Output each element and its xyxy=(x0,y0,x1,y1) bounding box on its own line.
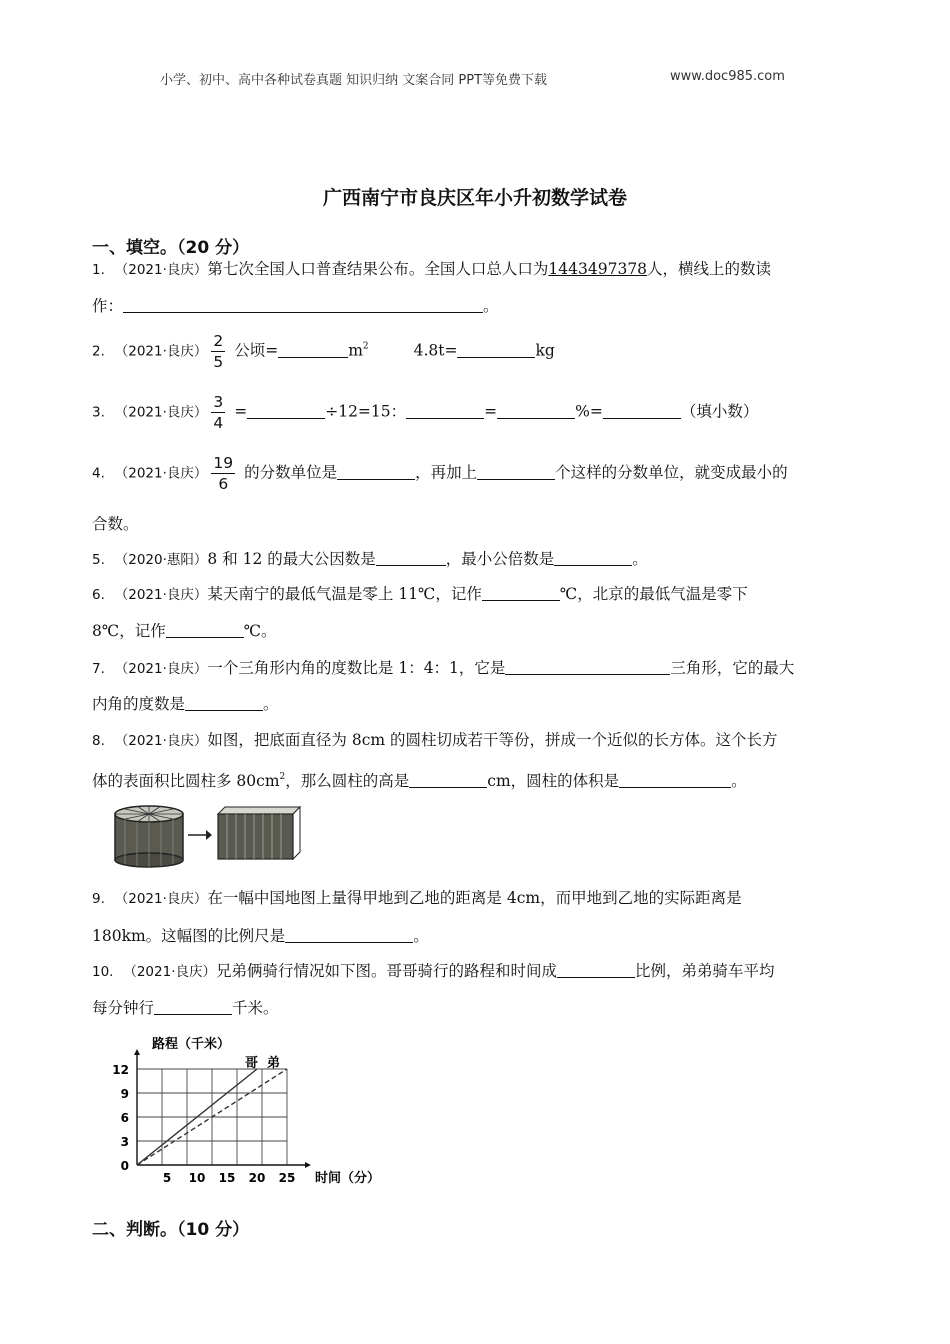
y-tick-label: 12 xyxy=(112,1063,129,1077)
header-left-text: 小学、初中、高中各种试卷真题 知识归纳 文案合同 PPT等免费下载 xyxy=(160,73,548,88)
series-label: 哥 xyxy=(245,1056,259,1071)
question-7-line-1: 7. （2021·良庆）一个三角形内角的度数比是 1：4：1，它是 三角形，它的最大 xyxy=(92,659,795,677)
answer-blank[interactable] xyxy=(285,926,413,943)
answer-blank[interactable] xyxy=(497,402,575,419)
cylinder-icon xyxy=(115,806,183,867)
question-4: 4. （2021·良庆） $\frac{19}{6}$ 的分数单位是 ，再加上 个这样的分数单位，就变成最小的 xyxy=(92,454,788,493)
section-2-heading: 二、判断。（10 分） xyxy=(92,1220,250,1240)
y-tick-label: 9 xyxy=(120,1087,129,1101)
x-tick-label: 10 xyxy=(188,1171,206,1185)
y-tick-label: 3 xyxy=(120,1135,129,1149)
fraction: $\frac{2}{5}$ xyxy=(213,332,224,371)
header-website-link[interactable]: www.doc985.com xyxy=(670,69,785,84)
x-tick-label: 15 xyxy=(218,1171,236,1185)
answer-blank[interactable] xyxy=(409,771,487,788)
question-9-line-2: 180km。这幅图的比例尺是 。 xyxy=(92,927,429,945)
question-5: 5. （2020·惠阳）8 和 12 的最大公因数是 ，最小公倍数是 。 xyxy=(92,550,648,568)
x-tick-label: 20 xyxy=(248,1171,266,1185)
question-10-line-1: 10. （2021·良庆）兄弟俩骑行情况如下图。哥哥骑行的路程和时间成 比例，弟弟骑车平均 xyxy=(92,962,775,980)
x-axis-arrow xyxy=(305,1162,311,1168)
answer-blank[interactable] xyxy=(166,621,244,638)
answer-blank[interactable] xyxy=(505,658,670,675)
answer-blank[interactable] xyxy=(482,584,560,601)
x-tick-label: 25 xyxy=(278,1171,296,1185)
answer-blank[interactable] xyxy=(247,402,325,419)
question-10-line-2: 每分钟行 千米。 xyxy=(92,999,279,1017)
distance-time-chart xyxy=(105,1030,385,1195)
answer-blank[interactable] xyxy=(376,549,446,566)
question-8-line-2: 体的表面积比圆柱多 $80cm^2$，那么圆柱的高是 cm，圆柱的体积是 。 xyxy=(92,772,747,790)
x-axis-label: 时间（分） xyxy=(315,1171,381,1186)
answer-blank[interactable] xyxy=(619,771,731,788)
series-label: 弟 xyxy=(267,1056,281,1071)
question-6-line-2: 8℃，记作 ℃。 xyxy=(92,622,277,640)
answer-blank[interactable] xyxy=(477,463,555,480)
answer-blank[interactable] xyxy=(457,341,535,358)
cylinder-to-cuboid-figure xyxy=(108,802,308,870)
question-3: 3. （2021·良庆） $\frac{3}{4}$ = ÷12=15： = %= （填小数） xyxy=(92,393,759,432)
answer-blank[interactable] xyxy=(337,463,415,480)
x-tick-label: 5 xyxy=(162,1171,172,1185)
section-1-heading: 一、填空。（20 分） xyxy=(92,238,250,258)
question-9-line-1: 9. （2021·良庆）在一幅中国地图上量得甲地到乙地的距离是 4cm，而甲地到乙地的实际距离是 xyxy=(92,889,742,907)
answer-blank[interactable] xyxy=(123,296,483,313)
y-tick-label: 0 xyxy=(120,1159,129,1173)
answer-blank[interactable] xyxy=(603,402,681,419)
answer-blank[interactable] xyxy=(154,998,232,1015)
page-title: 广西南宁市良庆区年小升初数学试卷 xyxy=(322,187,627,209)
y-tick-label: 6 xyxy=(120,1111,129,1125)
answer-blank[interactable] xyxy=(185,694,263,711)
answer-blank[interactable] xyxy=(406,402,484,419)
question-2: 2. （2021·良庆） $\frac{2}{5}$ 公顷= $m^2$ 4.8t= kg xyxy=(92,332,555,371)
question-6-line-1: 6. （2021·良庆）某天南宁的最低气温是零上 11℃，记作 ℃，北京的最低气温是零下 xyxy=(92,585,748,603)
answer-blank[interactable] xyxy=(557,961,635,978)
fraction: $\frac{3}{4}$ xyxy=(213,393,224,432)
question-4-line-2: 合数。 xyxy=(92,515,139,533)
cuboid-icon xyxy=(218,807,300,859)
question-1-line-1: 1. （2021·良庆）第七次全国人口普查结果公布。全国人口总人口为1443497378人，横线上的数读 xyxy=(92,260,772,278)
answer-blank[interactable] xyxy=(278,341,348,358)
question-7-line-2: 内角的度数是 。 xyxy=(92,695,279,713)
question-1-line-2: 作： 。 xyxy=(92,297,499,315)
answer-blank[interactable] xyxy=(554,549,632,566)
y-axis-label: 路程（千米） xyxy=(152,1037,231,1052)
right-arrow-icon xyxy=(188,830,212,840)
question-8-line-1: 8. （2021·良庆）如图，把底面直径为 8cm 的圆柱切成若干等份，拼成一个近似的长方体。这个长方 xyxy=(92,731,778,749)
y-axis-arrow xyxy=(134,1049,140,1055)
fraction: $\frac{19}{6}$ xyxy=(213,454,234,493)
